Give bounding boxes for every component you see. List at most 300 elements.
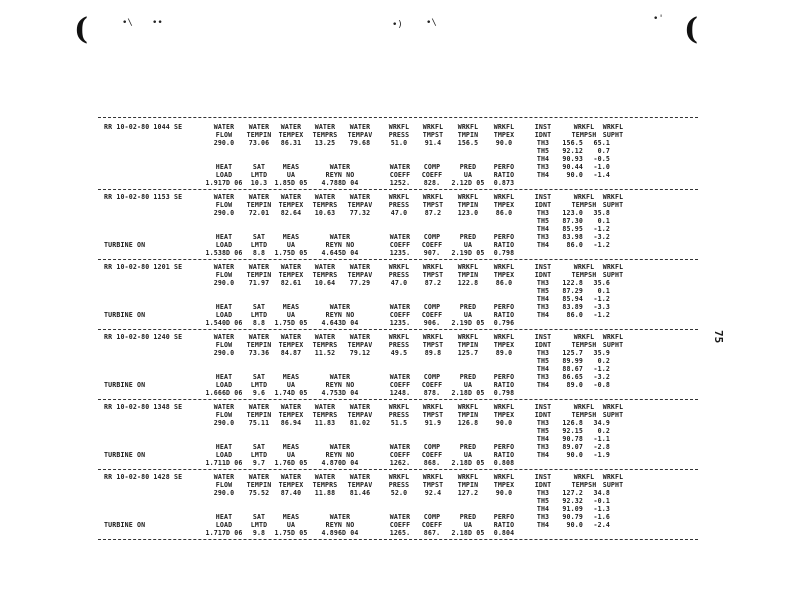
column-label: REYN NO xyxy=(325,381,355,389)
column-label: FLOW xyxy=(215,411,233,419)
inst-value: 34.9 xyxy=(593,419,610,427)
inst-value: TH4 xyxy=(536,225,550,233)
inst-value: TH3 xyxy=(536,279,550,287)
data-value: 90.0 xyxy=(495,139,513,147)
data-value: 11.52 xyxy=(314,349,336,357)
inst-label: WRKFL xyxy=(573,473,595,481)
inst-label: SUPHT xyxy=(602,271,624,279)
column-label: TEMPRS xyxy=(312,411,338,419)
column-label: WRKFL xyxy=(422,123,444,131)
turbine-status: TURBINE ON xyxy=(104,521,146,529)
data-value: 89.0 xyxy=(495,349,513,357)
inst-label: TEMPSH xyxy=(571,411,597,419)
data-value: 8.8 xyxy=(252,249,266,257)
column-label: WATER xyxy=(248,473,270,481)
inst-value: TH3 xyxy=(536,349,550,357)
record-block xyxy=(0,333,792,405)
top-rule xyxy=(98,117,698,118)
column-label: COEFF xyxy=(421,241,443,249)
record-title: RR 10-02-80 1044 SE xyxy=(104,123,183,131)
column-label: COEFF xyxy=(421,171,443,179)
data-value: 51.5 xyxy=(390,419,408,427)
column-label: HEAT xyxy=(215,233,233,241)
column-label: WATER xyxy=(248,123,270,131)
inst-value: TH3 xyxy=(536,303,550,311)
data-value: 10.64 xyxy=(314,279,336,287)
column-label: WATER xyxy=(213,263,235,271)
inst-label: INST xyxy=(534,403,552,411)
column-label: WATER xyxy=(280,473,302,481)
bottom-rule xyxy=(98,539,698,540)
column-label: WRKFL xyxy=(388,123,410,131)
column-label: TEMPEX xyxy=(278,271,304,279)
record-separator xyxy=(98,259,698,260)
data-value: 1.711D 06 xyxy=(205,459,243,467)
data-value: 86.0 xyxy=(495,279,513,287)
data-value: 75.52 xyxy=(248,489,270,497)
column-label: MEAS xyxy=(282,163,300,171)
column-label: LMTD xyxy=(250,521,268,529)
inst-value: -1.4 xyxy=(593,171,610,179)
column-label: LOAD xyxy=(215,381,233,389)
inst-value: TH3 xyxy=(536,513,550,521)
inst-label: IDNT xyxy=(534,411,552,419)
column-label: WATER xyxy=(389,513,411,521)
record-separator xyxy=(98,399,698,400)
column-label: COEFF xyxy=(421,521,443,529)
column-label: WRKFL xyxy=(457,473,479,481)
column-label: COMP xyxy=(423,443,441,451)
column-label: WATER xyxy=(349,333,371,341)
column-label: HEAT xyxy=(215,513,233,521)
column-label: WRKFL xyxy=(422,333,444,341)
header-mark: •' xyxy=(653,14,664,24)
inst-value: 87.30 xyxy=(562,217,583,225)
data-value: 87.2 xyxy=(424,209,442,217)
column-label: WATER xyxy=(329,303,351,311)
column-label: PRESS xyxy=(388,411,410,419)
column-label: SAT xyxy=(252,513,266,521)
column-label: TEMPEX xyxy=(278,201,304,209)
column-label: RATIO xyxy=(493,381,515,389)
data-value: 290.0 xyxy=(213,139,235,147)
data-value: 73.36 xyxy=(248,349,270,357)
inst-value: -1.1 xyxy=(593,435,610,443)
column-label: PRESS xyxy=(388,481,410,489)
data-value: 10.3 xyxy=(250,179,268,187)
column-label: TMPST xyxy=(422,131,444,139)
record-block xyxy=(0,403,792,475)
inst-value: 0.2 xyxy=(597,357,610,365)
inst-label: SUPHT xyxy=(602,131,624,139)
column-label: UA xyxy=(286,241,296,249)
column-label: WATER xyxy=(314,263,336,271)
data-value: 878. xyxy=(423,389,441,397)
inst-value: TH3 xyxy=(536,489,550,497)
inst-value: 89.07 xyxy=(562,443,583,451)
column-label: WATER xyxy=(314,193,336,201)
data-value: 127.2 xyxy=(457,489,479,497)
column-label: UA xyxy=(463,311,473,319)
data-value: 0.873 xyxy=(493,179,515,187)
data-value: 868. xyxy=(423,459,441,467)
data-value: 73.06 xyxy=(248,139,270,147)
inst-label: INST xyxy=(534,333,552,341)
column-label: UA xyxy=(286,171,296,179)
column-label: UA xyxy=(286,451,296,459)
data-value: 82.64 xyxy=(280,209,302,217)
inst-value: TH5 xyxy=(536,497,550,505)
column-label: PERFO xyxy=(493,303,515,311)
column-label: PRESS xyxy=(388,341,410,349)
inst-value: -1.2 xyxy=(593,225,610,233)
column-label: COEFF xyxy=(389,521,411,529)
inst-value: TH3 xyxy=(536,233,550,241)
inst-value: 127.2 xyxy=(562,489,583,497)
column-label: TMPEX xyxy=(493,271,515,279)
inst-label: IDNT xyxy=(534,131,552,139)
column-label: WATER xyxy=(280,193,302,201)
column-label: TEMPEX xyxy=(278,481,304,489)
column-label: WRKFL xyxy=(457,193,479,201)
record-title: RR 10-02-80 1428 SE xyxy=(104,473,183,481)
column-label: TEMPRS xyxy=(312,271,338,279)
inst-value: TH4 xyxy=(536,365,550,373)
inst-value: 86.65 xyxy=(562,373,583,381)
column-label: PRED xyxy=(459,303,477,311)
inst-label: TEMPSH xyxy=(571,271,597,279)
column-label: TMPEX xyxy=(493,341,515,349)
inst-value: TH3 xyxy=(536,139,550,147)
data-value: 2.19D 05 xyxy=(451,319,485,327)
data-value: 1265. xyxy=(389,529,411,537)
inst-label: TEMPSH xyxy=(571,201,597,209)
column-label: WATER xyxy=(349,473,371,481)
inst-value: -1.2 xyxy=(593,365,610,373)
inst-label: TEMPSH xyxy=(571,481,597,489)
data-value: 4.896D 04 xyxy=(321,529,359,537)
inst-value: TH3 xyxy=(536,209,550,217)
inst-label: TEMPSH xyxy=(571,131,597,139)
column-label: MEAS xyxy=(282,373,300,381)
data-value: 86.94 xyxy=(280,419,302,427)
column-label: MEAS xyxy=(282,233,300,241)
data-value: 87.40 xyxy=(280,489,302,497)
column-label: WATER xyxy=(213,333,235,341)
inst-value: 90.44 xyxy=(562,163,583,171)
data-value: 91.4 xyxy=(424,139,442,147)
turbine-status: TURBINE ON xyxy=(104,241,146,249)
column-label: MEAS xyxy=(282,443,300,451)
column-label: TEMPRS xyxy=(312,201,338,209)
data-value: 47.0 xyxy=(390,209,408,217)
data-value: 84.87 xyxy=(280,349,302,357)
column-label: RATIO xyxy=(493,311,515,319)
data-value: 52.0 xyxy=(390,489,408,497)
column-label: SAT xyxy=(252,233,266,241)
column-label: TEMPAV xyxy=(347,131,373,139)
column-label: SAT xyxy=(252,163,266,171)
data-value: 86.31 xyxy=(280,139,302,147)
column-label: WATER xyxy=(280,263,302,271)
data-value: 1.74D 05 xyxy=(274,389,308,397)
data-value: 0.796 xyxy=(493,319,515,327)
data-value: 1.85D 05 xyxy=(274,179,308,187)
inst-value: -0.1 xyxy=(593,497,610,505)
inst-value: 91.09 xyxy=(562,505,583,513)
data-value: 1.75D 05 xyxy=(274,319,308,327)
data-value: 2.12D 05 xyxy=(451,179,485,187)
inst-value: -3.3 xyxy=(593,303,610,311)
inst-value: 83.98 xyxy=(562,233,583,241)
data-value: 0.804 xyxy=(493,529,515,537)
column-label: PERFO xyxy=(493,443,515,451)
column-label: WATER xyxy=(213,123,235,131)
data-value: 1235. xyxy=(389,319,411,327)
inst-label: IDNT xyxy=(534,271,552,279)
inst-label: IDNT xyxy=(534,201,552,209)
column-label: COMP xyxy=(423,233,441,241)
column-label: TEMPAV xyxy=(347,481,373,489)
data-value: 290.0 xyxy=(213,209,235,217)
column-label: TEMPRS xyxy=(312,341,338,349)
column-label: COMP xyxy=(423,163,441,171)
column-label: WATER xyxy=(389,443,411,451)
data-value: 87.2 xyxy=(424,279,442,287)
inst-value: -1.9 xyxy=(593,451,610,459)
inst-value: -0.8 xyxy=(593,381,610,389)
data-value: 1235. xyxy=(389,249,411,257)
column-label: RATIO xyxy=(493,241,515,249)
inst-value: TH5 xyxy=(536,427,550,435)
inst-label: INST xyxy=(534,193,552,201)
column-label: WATER xyxy=(329,443,351,451)
data-value: 0.798 xyxy=(493,249,515,257)
column-label: PRED xyxy=(459,163,477,171)
inst-label: WRKFL xyxy=(602,193,624,201)
column-label: WRKFL xyxy=(388,263,410,271)
column-label: TEMPIN xyxy=(246,201,272,209)
column-label: TEMPEX xyxy=(278,131,304,139)
column-label: UA xyxy=(286,521,296,529)
inst-value: 87.29 xyxy=(562,287,583,295)
column-label: PERFO xyxy=(493,373,515,381)
column-label: PRED xyxy=(459,443,477,451)
inst-value: TH5 xyxy=(536,357,550,365)
inst-value: -3.2 xyxy=(593,373,610,381)
data-value: 1262. xyxy=(389,459,411,467)
data-value: 4.788D 04 xyxy=(321,179,359,187)
inst-value: 0.1 xyxy=(597,287,610,295)
column-label: COEFF xyxy=(421,311,443,319)
column-label: WATER xyxy=(389,303,411,311)
binder-hole-right: ( xyxy=(684,12,699,47)
column-label: WRKFL xyxy=(493,263,515,271)
inst-value: 125.7 xyxy=(562,349,583,357)
column-label: FLOW xyxy=(215,131,233,139)
column-label: WRKFL xyxy=(422,263,444,271)
column-label: TMPIN xyxy=(457,481,479,489)
column-label: TEMPIN xyxy=(246,481,272,489)
data-value: 47.0 xyxy=(390,279,408,287)
column-label: PERFO xyxy=(493,233,515,241)
inst-label: WRKFL xyxy=(573,193,595,201)
inst-value: -1.6 xyxy=(593,513,610,521)
inst-value: 90.0 xyxy=(566,171,583,179)
inst-value: TH5 xyxy=(536,147,550,155)
column-label: FLOW xyxy=(215,201,233,209)
data-value: 1.717D 06 xyxy=(205,529,243,537)
inst-label: WRKFL xyxy=(602,333,624,341)
data-value: 71.97 xyxy=(248,279,270,287)
inst-value: TH5 xyxy=(536,217,550,225)
inst-value: 90.93 xyxy=(562,155,583,163)
inst-value: -1.3 xyxy=(593,505,610,513)
data-value: 2.18D 05 xyxy=(451,459,485,467)
data-value: 91.9 xyxy=(424,419,442,427)
inst-value: 89.0 xyxy=(566,381,583,389)
column-label: HEAT xyxy=(215,163,233,171)
data-value: 290.0 xyxy=(213,419,235,427)
inst-value: 35.9 xyxy=(593,349,610,357)
inst-value: -1.2 xyxy=(593,311,610,319)
inst-value: TH4 xyxy=(536,521,550,529)
column-label: WATER xyxy=(389,163,411,171)
turbine-status: TURBINE ON xyxy=(104,311,146,319)
column-label: TMPST xyxy=(422,411,444,419)
column-label: RATIO xyxy=(493,521,515,529)
column-label: LOAD xyxy=(215,521,233,529)
column-label: WATER xyxy=(329,513,351,521)
data-value: 90.0 xyxy=(495,489,513,497)
column-label: MEAS xyxy=(282,513,300,521)
data-value: 0.798 xyxy=(493,389,515,397)
column-label: REYN NO xyxy=(325,451,355,459)
inst-value: 35.6 xyxy=(593,279,610,287)
inst-label: SUPHT xyxy=(602,481,624,489)
inst-label: SUPHT xyxy=(602,411,624,419)
data-value: 9.6 xyxy=(252,389,266,397)
inst-label: IDNT xyxy=(534,481,552,489)
column-label: UA xyxy=(286,381,296,389)
column-label: WATER xyxy=(213,193,235,201)
data-value: 72.01 xyxy=(248,209,270,217)
column-label: LMTD xyxy=(250,241,268,249)
inst-value: TH4 xyxy=(536,171,550,179)
column-label: WATER xyxy=(280,123,302,131)
column-label: UA xyxy=(463,451,473,459)
column-label: LMTD xyxy=(250,311,268,319)
inst-value: 90.78 xyxy=(562,435,583,443)
column-label: PRESS xyxy=(388,271,410,279)
inst-value: TH5 xyxy=(536,287,550,295)
column-label: TMPEX xyxy=(493,201,515,209)
column-label: LOAD xyxy=(215,311,233,319)
column-label: TMPIN xyxy=(457,201,479,209)
inst-value: 0.1 xyxy=(597,217,610,225)
column-label: COEFF xyxy=(421,451,443,459)
column-label: WRKFL xyxy=(493,123,515,131)
column-label: TMPST xyxy=(422,201,444,209)
record-block xyxy=(0,263,792,335)
data-value: 92.4 xyxy=(424,489,442,497)
column-label: TEMPAV xyxy=(347,271,373,279)
inst-value: -0.5 xyxy=(593,155,610,163)
inst-value: 0.2 xyxy=(597,427,610,435)
inst-value: 89.99 xyxy=(562,357,583,365)
data-value: 1252. xyxy=(389,179,411,187)
column-label: UA xyxy=(286,311,296,319)
column-label: TEMPEX xyxy=(278,341,304,349)
column-label: WRKFL xyxy=(493,193,515,201)
column-label: WRKFL xyxy=(388,193,410,201)
data-value: 907. xyxy=(423,249,441,257)
column-label: TEMPAV xyxy=(347,341,373,349)
column-label: LOAD xyxy=(215,171,233,179)
column-label: WRKFL xyxy=(422,473,444,481)
column-label: WATER xyxy=(314,473,336,481)
inst-value: TH3 xyxy=(536,443,550,451)
header-mark: •• xyxy=(152,18,163,28)
inst-label: WRKFL xyxy=(602,263,624,271)
column-label: PERFO xyxy=(493,163,515,171)
record-block xyxy=(0,193,792,265)
inst-value: 86.0 xyxy=(566,241,583,249)
inst-value: TH3 xyxy=(536,373,550,381)
inst-label: INST xyxy=(534,123,552,131)
data-value: 8.8 xyxy=(252,319,266,327)
column-label: TMPIN xyxy=(457,131,479,139)
column-label: WATER xyxy=(389,233,411,241)
inst-value: 156.5 xyxy=(562,139,583,147)
column-label: LMTD xyxy=(250,381,268,389)
column-label: WRKFL xyxy=(388,403,410,411)
inst-value: TH4 xyxy=(536,505,550,513)
column-label: WRKFL xyxy=(493,333,515,341)
data-value: 11.83 xyxy=(314,419,336,427)
column-label: TMPIN xyxy=(457,411,479,419)
column-label: WRKFL xyxy=(457,123,479,131)
inst-value: 92.32 xyxy=(562,497,583,505)
inst-label: INST xyxy=(534,473,552,481)
column-label: COEFF xyxy=(389,171,411,179)
column-label: TEMPIN xyxy=(246,271,272,279)
inst-value: TH4 xyxy=(536,295,550,303)
column-label: TMPIN xyxy=(457,271,479,279)
inst-value: 123.0 xyxy=(562,209,583,217)
data-value: 125.7 xyxy=(457,349,479,357)
data-value: 1.666D 06 xyxy=(205,389,243,397)
column-label: WATER xyxy=(280,333,302,341)
record-separator xyxy=(98,189,698,190)
column-label: REYN NO xyxy=(325,311,355,319)
column-label: WRKFL xyxy=(388,333,410,341)
inst-value: TH4 xyxy=(536,241,550,249)
column-label: SAT xyxy=(252,303,266,311)
inst-value: 90.0 xyxy=(566,451,583,459)
data-value: 4.753D 04 xyxy=(321,389,359,397)
data-value: 4.645D 04 xyxy=(321,249,359,257)
column-label: WATER xyxy=(280,403,302,411)
inst-value: TH4 xyxy=(536,381,550,389)
column-label: TEMPIN xyxy=(246,341,272,349)
inst-value: 90.0 xyxy=(566,521,583,529)
column-label: FLOW xyxy=(215,481,233,489)
data-value: 49.5 xyxy=(390,349,408,357)
inst-label: IDNT xyxy=(534,341,552,349)
column-label: FLOW xyxy=(215,271,233,279)
inst-value: TH4 xyxy=(536,311,550,319)
